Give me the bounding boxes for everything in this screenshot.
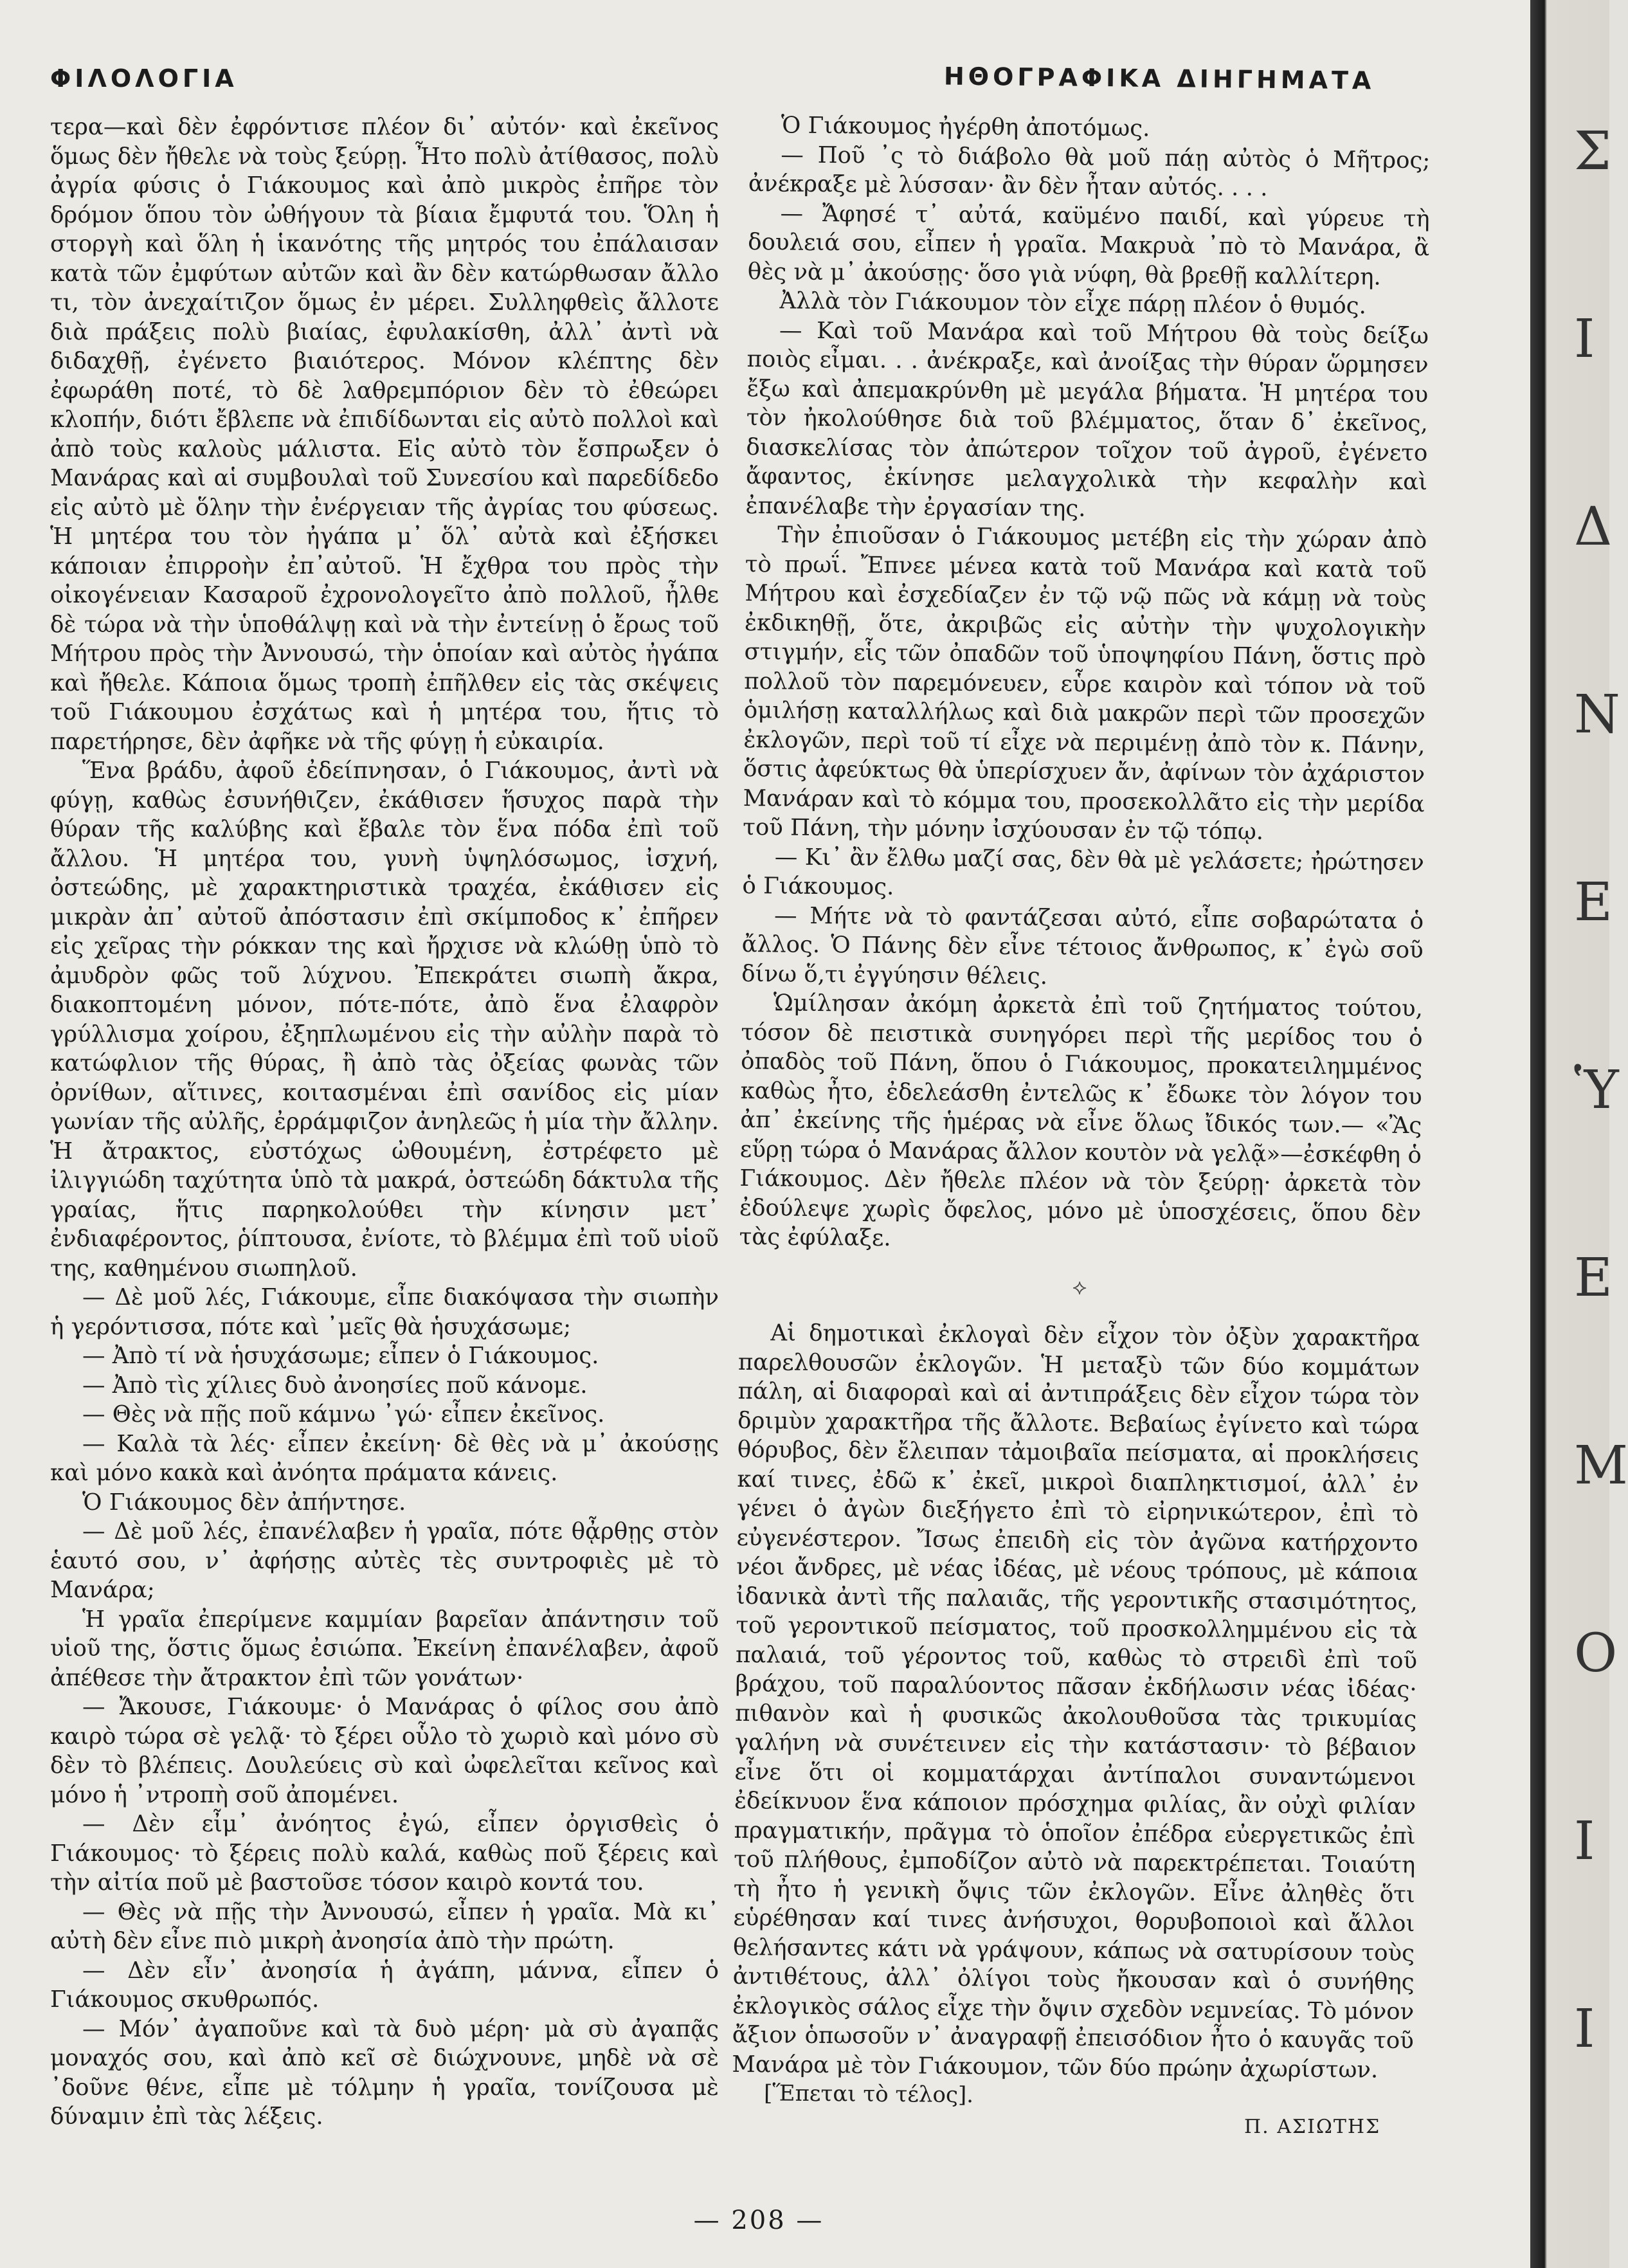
paragraph: — Καὶ τοῦ Μανάρα καὶ τοῦ Μήτρου θὰ τοὺς δείξω ποιὸς εἶμαι. . . ἀνέκραξε, καὶ ἀνοίξας τὴν θύραν ὥρμησεν ἔξω καὶ ἀπεμακρύνθη μὲ μεγάλα βήματα. Ἡ μητέρα του τὸν ἠκολούθησε διὰ τοῦ βλέμματος, ὅταν δ᾽ ἐκεῖνος, διασκελίσας τὸν ἀπώτερον τοῖχον τοῦ ἀγροῦ, ἐγένετο ἄφαντος, ἐκίνησε μελαγχολικὰ τὴν κεφαλὴν καὶ ἐπανέλαβε τὴν ἐργασίαν της. (745, 316, 1429, 522)
paragraph: — Μήτε νὰ τὸ φαντάζεσαι αὐτό, εἶπε σοβαρώτατα ὁ ἄλλος. Ὁ Πάνης δὲν εἶνε τέτοιος ἄνθρωπος, κ᾽ ἐγὼ σοῦ δίνω ὅ,τι ἐγγύησιν θέλεις. (741, 902, 1424, 990)
paragraph: — Δὲ μοῦ λές, ἐπανέλαβεν ἡ γραῖα, πότε θᾆρθῃς στὸν ἑαυτό σου, ν᾽ ἀφήσῃς αὐτὲς τὲς συντροφιὲς μὲ τὸ Μανάρα; (50, 1518, 719, 1603)
paragraph: — Ἀπὸ τὶς χίλιες δυὸ ἀνοησίες ποῦ κάνομε. (82, 1372, 588, 1399)
adjacent-page-letter: Ι (1574, 1999, 1595, 2060)
paragraph: Ἡ γραῖα ἐπερίμενε καμμίαν βαρεῖαν ἀπάντησιν τοῦ υἱοῦ της, ὅστις ὅμως ἐσιώπα. Ἐκείνη ἐπανέλαβεν, ἀφοῦ ἀπέθεσε τὴν ἄτρακτον ἐπὶ τῶν γονάτων· (50, 1606, 719, 1691)
right-column (732, 111, 1431, 2114)
adjacent-page-letter: Ι (1574, 1811, 1595, 1872)
paragraph: Ὁ Γιάκουμος δὲν ἀπήντησε. (82, 1489, 406, 1516)
section-ornament-icon: ⟡ (1072, 1273, 1087, 1300)
paragraph: Ὁ Γιάκουμος ἠγέρθη ἀποτόμως. (781, 112, 1150, 142)
running-header (50, 64, 1375, 103)
paragraph: Αἱ δημοτικαὶ ἐκλογαὶ δὲν εἶχον τὸν ὀξὺν χαρακτῆρα παρελθουσῶν ἐκλογῶν. Ἡ μεταξὺ τῶν δύο κομμάτων πάλη, αἱ διαφοραὶ καὶ αἱ ἀντιπράξεις δὲν εἶχον τώρα τὸν δριμὺν χαρακτῆρα τῆς ἄλλοτε. Βεβαίως ἐγίνετο καὶ τώρα θόρυβος, δὲν ἔλειπαν τἀμοιβαῖα πείσματα, αἱ προκλήσεις καί τινες, ἐδῶ κ᾽ ἐκεῖ, μικροὶ διαπληκτισμοί, ἀλλ᾽ ἐν γένει ὁ ἀγὼν διεξήγετο ἐπὶ τὸ εἰρηνικώτερον, ἐπὶ τὸ εὐγενέστερον. Ἴσως ἐπειδὴ εἰς τὸν ἀγῶνα κατήρχοντο νέοι ἄνδρες, μὲ νέας ἰδέας, μὲ νέους τρόπους, μὲ κάποια ἰδανικὰ ἀντὶ τῆς παλαιᾶς, τῆς γεροντικῆς στασιμότητος, τοῦ γεροντικοῦ πείσματος, τοῦ προσκολλημμένου εἰς τὰ παλαιά, τοῦ γέροντος τοῦ, καθὼς τὸ στρειδὶ ἐπὶ τοῦ βράχου, τοῦ παραλύοντος πᾶσαν ἐκδήλωσιν νέας ἰδέας· πιθανὸν καὶ ἡ φυσικῶς ἀκολουθοῦσα τὰς τρικυμίας γαλήνη νὰ συνέτεινεν εἰς τὴν κατάστασιν· τὸ βέβαιον εἶνε ὅτι οἱ κομματάρχαι ἀντίπαλοι συναντώμενοι ἐδείκνυον ἕνα κάποιον πρόσχημα φιλίας, ἂν οὐχὶ φιλίαν πραγματικήν, πρᾶγμα τὸ ὁποῖον ἐπέδρα εὐεργετικῶς ἐπὶ τοῦ πλήθους, ἐμποδίζον αὐτὸ νὰ παρεκτρέπεται. Τοιαύτη τὴ ἦτο ἡ γενικὴ ὄψις τῶν ἐκλογῶν. Εἶνε ἀληθὲς ὅτι εὑρέθησαν καί τινες ἀνήσυχοι, θορυβοποιοὶ καὶ ἄλλοι θελήσαντες κάτι νὰ γράψουν, κάπως νὰ σατυρίσουν τοὺς ἀντιθέτους, ἀλλ᾽ ὀλίγοι τοὺς ἤκουσαν καὶ ὁ συνήθης ἐκλογικὸς σάλος εἶχε τὴν ὄψιν σχεδὸν νεμνείας. Τὸ μόνον ἄξιον ὁπωσοῦν ν᾽ ἀναγραφῇ ἐπεισόδιον ἦτο ὁ καυγᾶς τοῦ Μανάρα μὲ τὸν Γιάκουμον, τῶν δύο πρώην ἀχωρίστων. (732, 1320, 1420, 2083)
paragraph: Τὴν ἐπιοῦσαν ὁ Γιάκουμος μετέβη εἰς τὴν χώραν ἀπὸ τὸ πρωΐ. Ἔπνεε μένεα κατὰ τοῦ Μανάρα καὶ κατὰ τοῦ Μήτρου καὶ ἐσχεδίαζεν ἐν τῷ νῷ πῶς νὰ κάμῃ νὰ τοὺς ἐκδικηθῇ, ὅτε, ἀκριβῶς εἰς αὐτὴν τὴν ψυχολογικὴν στιγμήν, εἷς τῶν ὀπαδῶν τοῦ ὑποψηφίου Πάνη, ὅστις πρὸ πολλοῦ τὸν παρεμόνευεν, εὗρε καιρὸν καὶ τόπον νὰ τοῦ ὁμιλήσῃ καταλλήλως καὶ διὰ μακρῶν περὶ τῶν προσεχῶν ἐκλογῶν, περὶ τοῦ τί εἶχε νὰ περιμένῃ ἀπὸ τὸν κ. Πάνην, ὅστις ἀφεύκτως θὰ ὑπερίσχυεν ἄν, ἀφίνων τὸν ἀχάριστον Μανάραν καὶ τὸ κόμμα του, προσεκολλᾶτο εἰς τὴν μερίδα τοῦ Πάνη, τὴν μόνην ἰσχύουσαν ἐν τῷ τόπῳ. (743, 522, 1427, 846)
adjacent-page-letter: Ν (1574, 684, 1620, 745)
adjacent-page-letter: Ο (1574, 1623, 1618, 1684)
adjacent-page-letter: Δ (1574, 496, 1613, 558)
adjacent-page-letter: Ι (1574, 309, 1595, 370)
paragraph: — Ἄφησέ τ᾽ αὐτά, καϋμένο παιδί, καὶ γύρευε τὴ δουλειά σου, εἶπεν ἡ γραῖα. Μακρυὰ ᾽πὸ τὸ Μανάρα, ἂ θὲς νὰ μ᾽ ἀκούσῃς· ὅσο γιὰ νύφη, θὰ βρεθῇ καλλίτερη. (747, 199, 1430, 291)
paragraph: — Δὲ μοῦ λές, Γιάκουμε, εἶπε διακόψασα τὴν σιωπὴν ἡ γερόντισσα, πότε καὶ ᾽μεῖς θὰ ἡσυχάσωμε; (50, 1284, 719, 1340)
paragraph: — Καλὰ τὰ λές· εἶπεν ἐκείνη· δὲ θὲς νὰ μ᾽ ἀκούσῃς καὶ μόνο κακὰ καὶ ἀνόητα πράματα κάνεις. (50, 1430, 719, 1486)
paragraph: — Θὲς νὰ πῇς ποῦ κάμνω ᾽γώ· εἶπεν ἐκεῖνος. (82, 1401, 605, 1428)
paragraph: τερα—καὶ δὲν ἐφρόντισε πλέον δι᾽ αὐτόν· καὶ ἐκεῖνος ὅμως δὲν ἤθελε νὰ τοὺς ξεύρῃ. Ἦτο πολὺ ἀτίθασος, πολὺ ἀγρία φύσις ὁ Γιάκουμος καὶ ἀπὸ μικρὸς ἐπῆρε τὸν δρόμον ὅπου τὸν ὠθήγουν τὰ βίαια ἔμφυτά του. Ὅλη ἡ στοργὴ καὶ ὅλη ἡ ἱκανότης τῆς μητρός του ἐπάλαισαν κατὰ τῶν ἐμφύτων αὐτῶν καὶ ἂν δὲν κατώρθωσαν ἄλλο τι, τὸν ἀνεχαίτιζον ὅμως ἐν μέρει. Συλληφθεὶς ἄλλοτε διὰ πράξεις πολὺ βιαίας, ἐφυλακίσθη, ἀλλ᾽ ἀντὶ νὰ διδαχθῇ, ἐγένετο βιαιότερος. Μόνον κλέπτης δὲν ἐφωράθη ποτέ, τὸ δὲ λαθρεμπόριον δὲν τὸ ἐθεώρει κλοπήν, διότι ἔβλεπε νὰ ἐπιδίδωνται εἰς αὐτὸ πολλοὶ καὶ ἀπὸ τοὺς καλοὺς μάλιστα. Εἰς αὐτὸ τὸν ἔσπρωξεν ὁ Μανάρας καὶ αἱ συμβουλαὶ τοῦ Συνεσίου καὶ παρεδίδεδο εἰς αὐτὸ μὲ ὅλην τὴν ἐνέργειαν τῆς ἀγρίας του φύσεως. Ἡ μητέρα του τὸν ἠγάπα μ᾽ ὅλ᾽ αὐτὰ καὶ ἐξήσκει κάποιαν ἐπιρροὴν ἐπ᾽αὐτοῦ. Ἡ ἔχθρα του πρὸς τὴν οἰκογένειαν Κασαροῦ ἐχρονολογεῖτο ἀπὸ πολλοῦ, ἦλθε δὲ τώρα νὰ τὴν ὑποθάλψῃ καὶ νὰ τὴν ἐντείνῃ ὁ ἔρως τοῦ Μήτρου πρὸς τὴν Ἀννουσώ, τὴν ὁποίαν καὶ αὐτὸς ἠγάπα καὶ ἤθελε. Κάποια ὅμως τροπὴ ἐπῆλθεν εἰς τὰς σκέψεις τοῦ Γιάκουμου ἐσχάτως καὶ ἡ μητέρα του, ἥτις τὸ παρετήρησε, δὲν ἀφῆκε νὰ τῆς φύγῃ ἡ εὐκαιρία. (50, 114, 719, 755)
adjacent-page-letters (1574, 58, 1628, 2123)
adjacent-page-letter: Σ (1574, 121, 1611, 182)
paragraph: — Δὲν εἶν᾽ ἀνοησία ἡ ἀγάπη, μάννα, εἶπεν ὁ Γιάκουμος σκυθρωπός. (50, 1957, 719, 2013)
adjacent-page-letter: Ε (1574, 1247, 1613, 1309)
paragraph: — Μόν᾽ ἀγαποῦνε καὶ τὰ δυὸ μέρη· μὰ σὺ ἀγαπᾷς μοναχός σου, καὶ ἀπὸ κεῖ σὲ διώχνουνε, μηδὲ νὰ σὲ ᾽δοῦνε θένε, εἶπε μὲ τόλμην ἡ γραῖα, τονίζουσα μὲ δύναμιν ἐπὶ τὰς λέξεις. (50, 2015, 719, 2130)
paragraph: — Θὲς νὰ πῇς τὴν Ἀννουσώ, εἶπεν ἡ γραῖα. Μὰ κι᾽ αὐτὴ δὲν εἶνε πιὸ μικρὴ ἀνοησία ἀπὸ τὴν πρώτη. (50, 1898, 719, 1954)
adjacent-page-letter: Ὑ (1574, 1060, 1619, 1121)
left-column (50, 113, 719, 2132)
adjacent-page-letter: Μ (1574, 1435, 1628, 1496)
paragraph: — Δὲν εἶμ᾽ ἀνόητος ἐγώ, εἶπεν ὀργισθεὶς ὁ Γιάκουμος· τὸ ξέρεις πολὺ καλά, καθὼς ποῦ ξέρεις καὶ τὴν αἰτία ποῦ μὲ βαστοῦσε τόσον καιρὸ κοντά του. (50, 1811, 719, 1896)
paragraph: Ἀλλὰ τὸν Γιάκουμον τὸν εἶχε πάρῃ πλέον ὁ θυμός. (779, 287, 1367, 320)
paragraph: Ἕνα βράδυ, ἀφοῦ ἐδείπνησαν, ὁ Γιάκουμος, ἀντὶ νὰ φύγῃ, καθὼς ἐσυνήθιζεν, ἐκάθισεν ἥσυχος παρὰ τὴν θύραν τῆς καλύβης καὶ ἔβαλε τὸν ἕνα πόδα ἐπὶ τοῦ ἄλλου. Ἡ μητέρα του, γυνὴ ὑψηλόσωμος, ἰσχνή, ὀστεώδης, μὲ χαρακτηριστικὰ τραχέα, ἐκάθισεν εἰς μικρὰν ἀπ᾽ αὐτοῦ ἀπόστασιν ἐπὶ σκίμποδος κ᾽ ἐπῆρεν εἰς χεῖρας τὴν ρόκκαν της καὶ ἤρχισε νὰ κλώθῃ ὑπὸ τὸ ἀμυδρὸν φῶς τοῦ λύχνου. Ἐπεκράτει σιωπὴ ἄκρα, διακοπτομένη μόνον, πότε-πότε, ἀπὸ ἕνα ἐλαφρὸν γρύλλισμα χοίρου, ἐξηπλωμένου εἰς τὴν αὐλὴν παρὰ τὸ κατώφλιον τῆς θύρας, ἢ ἀπὸ τὰς ὀξείας φωνὰς τῶν ὀρνίθων, αἵτινες, κοιτασμέναι ἐπὶ σανίδος εἰς μίαν γωνίαν τῆς αὐλῆς, ἐρράμφιζον ἀνηλεῶς ἡ μία τὴν ἄλλην. Ἡ ἄτρακτος, εὐστόχως ὠθουμένη, ἐστρέφετο μὲ ἰλιγγιώδη ταχύτητα ὑπὸ τὰ μακρά, ὀστεώδη δάκτυλα τῆς γραίας, ἥτις παρηκολούθει τὴν κίνησιν μετ᾽ ἐνδιαφέροντος, ῥίπτουσα, ἐνίοτε, τὸ βλέμμα ἐπὶ τοῦ υἱοῦ της, καθημένου σιωπηλοῦ. (50, 758, 719, 1282)
paragraph: — Ἄκουσε, Γιάκουμε· ὁ Μανάρας ὁ φίλος σου ἀπὸ καιρὸ τώρα σὲ γελᾷ· τὸ ξέρει οὗλο τὸ χωριὸ καὶ μόνο σὺ δὲν τὸ βλέπεις. Δουλεύεις σὺ καὶ ὠφελεῖται κεῖνος καὶ μόνο ἡ ᾽ντροπὴ σοῦ ἀπομένει. (50, 1694, 719, 1808)
paragraph: — Ποῦ ᾽ς τὸ διάβολο θὰ μοῦ πάῃ αὐτὸς ὁ Μῆτρος; ἀνέκραξε μὲ λύσσαν· ἂν δὲν ἦταν αὐτός. . . . (748, 141, 1431, 202)
page-number: — 208 — (693, 2206, 824, 2235)
paragraph: — Κι᾽ ἂν ἔλθω μαζί σας, δὲν θὰ μὲ γελάσετε; ἠρώτησεν ὁ Γιάκουμος. (742, 843, 1425, 901)
header-left: ΦΙΛΟΛΟΓΙΑ (50, 64, 238, 93)
paragraph: — Ἀπὸ τί νὰ ἡσυχάσωμε; εἶπεν ὁ Γιάκουμος. (82, 1343, 599, 1369)
paragraph: Ὡμίλησαν ἀκόμη ἀρκετὰ ἐπὶ τοῦ ζητήματος τούτου, τόσον δὲ πειστικὰ συνηγόρει περὶ τῆς μερίδος του ὁ ὀπαδὸς τοῦ Πάνη, ὅπου ὁ Γιάκουμος, προκατειλημμένος καθὼς ἦτο, ἐδελεάσθη ἐντελῶς κ᾽ ἔδωκε τὸν λόγον του ἀπ᾽ ἐκείνης τῆς ἡμέρας νὰ εἶνε ὅλως ἴδικός των.— «Ἂς εὕρῃ τώρα ὁ Μανάρας ἄλλον κουτὸν νὰ γελᾷ»—ἐσκέφθη ὁ Γιάκουμος. Δὲν ἤθελε πλέον νὰ τὸν ξεύρῃ· ἀρκετὰ τὸν ἐδούλεψε χωρὶς ὄφελος, μόνο μὲ ὑποσχέσεις, ὅπου δὲν τὰς ἐφύλαξε. (739, 990, 1424, 1251)
continued-note: [Ἕπεται τὸ τέλος]. (763, 2080, 974, 2109)
header-right: ΗΘΟΓΡΑΦΙΚΑ ΔΙΗΓΗΜΑΤΑ (943, 62, 1375, 95)
author-signature: Π. ΑΣΙΩΤΗΣ (1244, 2116, 1381, 2138)
adjacent-page-letter: Ε (1574, 872, 1613, 933)
